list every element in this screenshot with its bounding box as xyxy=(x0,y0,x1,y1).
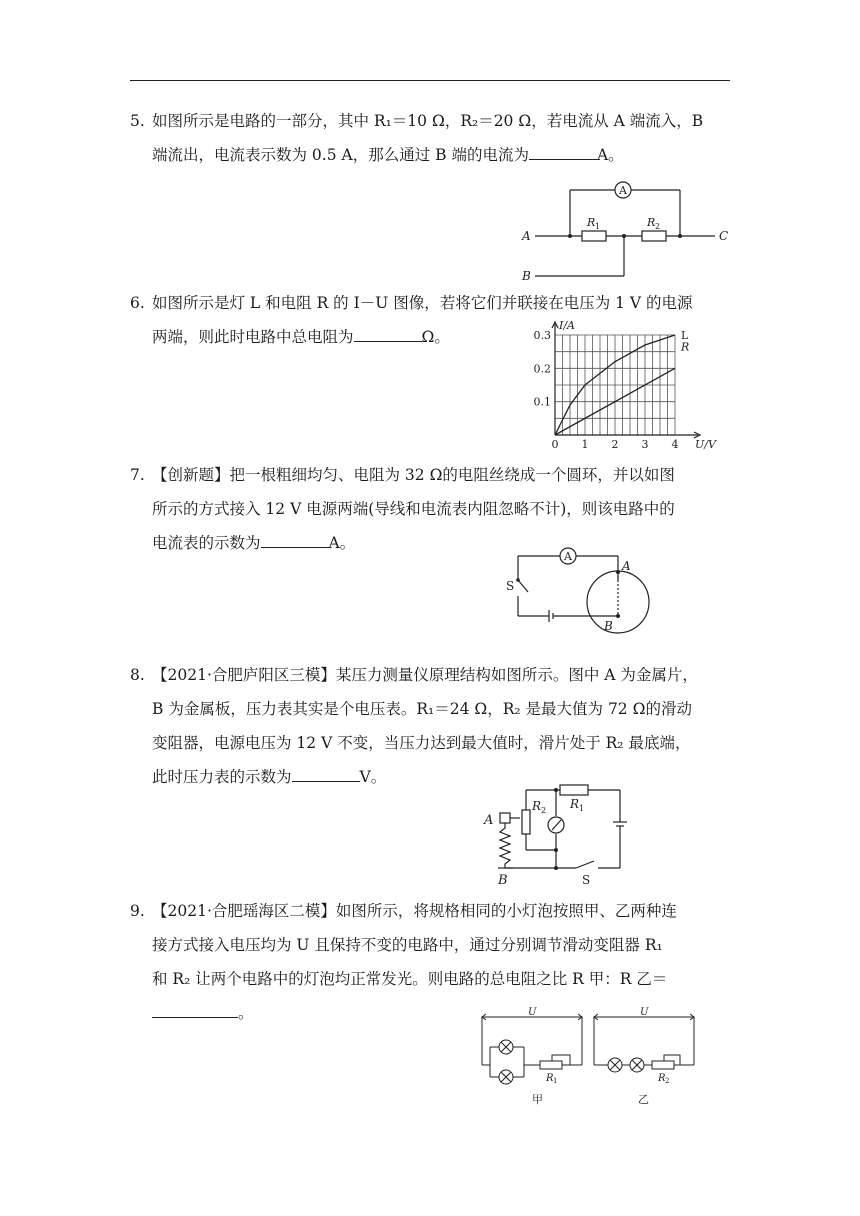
r1-label: R xyxy=(570,797,580,811)
ammeter-label: A xyxy=(619,184,627,197)
question-text: 接方式接入电压均为 U 且保持不变的电路中，通过分别调节滑动变阻器 R₁ xyxy=(152,936,663,954)
figure-7-ring-circuit xyxy=(500,540,660,645)
r2-subscript: 2 xyxy=(665,1077,670,1085)
question-text: 所示的方式接入 12 V 电源两端(导线和电流表内阻忽略不计)，则该电路中的 xyxy=(152,500,675,518)
ammeter-label: A xyxy=(564,550,572,563)
question-text: 变阻器，电源电压为 12 V 不变，当压力达到最大值时，滑片处于 R₂ 最底端， xyxy=(152,734,691,752)
r2-subscript: 2 xyxy=(655,222,661,231)
top-rule xyxy=(130,80,730,81)
y-tick-label: 0.1 xyxy=(533,395,551,409)
r1-label: R xyxy=(587,216,596,229)
question-text: 如图所示是电路的一部分，其中 R₁＝10 Ω，R₂＝20 Ω，若电流从 A 端流入，B xyxy=(152,112,704,130)
y-tick-label: 0.2 xyxy=(533,362,551,376)
figure-6-iu-graph xyxy=(530,318,730,450)
r1-subscript: 1 xyxy=(595,222,601,231)
metal-plate-b-label: B xyxy=(498,873,508,888)
answer-blank[interactable] xyxy=(261,546,329,548)
x-tick-label: 1 xyxy=(581,438,589,450)
question-text: B 为金属板，压力表其实是个电压表。R₁＝24 Ω，R₂ 是最大值为 72 Ω的滑动 xyxy=(152,700,692,718)
switch-label: S xyxy=(506,579,515,593)
metal-sheet-a-label: A xyxy=(484,813,494,828)
circuit-jia-label: 甲 xyxy=(532,1093,543,1106)
y-axis-label: I/A xyxy=(559,319,575,332)
question-number: 6. xyxy=(130,294,145,312)
x-tick-label: 2 xyxy=(611,438,619,450)
x-axis-label: U/V xyxy=(695,438,716,450)
question-text: 【2021·合肥庐阳区三模】某压力测量仪原理结构如图所示。图中 A 为金属片， xyxy=(152,666,698,684)
answer-blank[interactable] xyxy=(292,780,360,782)
voltage-label-jia: U xyxy=(528,1007,537,1018)
question-number: 8. xyxy=(130,666,145,684)
question-number: 9. xyxy=(130,902,145,920)
question-text: 如图所示是灯 L 和电阻 R 的 I－U 图像，若将它们并联接在电压为 1 V 的电源 xyxy=(152,294,693,312)
x-tick-label: 0 xyxy=(551,438,559,450)
r1-subscript: 1 xyxy=(579,804,585,813)
answer-unit: Ω。 xyxy=(421,328,450,346)
question-number: 7. xyxy=(130,466,145,484)
node-b-label: B xyxy=(522,269,531,283)
r1-label: R xyxy=(546,1073,554,1084)
question-text: 此时压力表的示数为 xyxy=(152,768,292,786)
circuit-yi-label: 乙 xyxy=(638,1093,649,1106)
answer-blank[interactable] xyxy=(529,158,597,160)
series-L-label: L xyxy=(681,329,689,342)
question-text: 【创新题】把一根粗细均匀、电阻为 32 Ω的电阻丝绕成一个圆环，并以如图 xyxy=(152,466,675,484)
r2-label: R xyxy=(532,799,542,813)
question-text: 两端，则此时电路中总电阻为 xyxy=(152,328,354,346)
figure-5-circuit xyxy=(520,180,735,285)
figure-8-pressure-gauge xyxy=(480,780,640,890)
answer-unit: V。 xyxy=(359,768,387,786)
point-a-label: A xyxy=(622,559,631,573)
node-a-label: A xyxy=(522,229,531,243)
y-tick-label: 0.3 xyxy=(533,329,551,342)
question-5 xyxy=(130,104,734,172)
r2-label: R xyxy=(647,216,656,229)
x-tick-label: 4 xyxy=(671,438,679,450)
answer-unit: A。 xyxy=(596,146,624,164)
question-text: 端流出，电流表示数为 0.5 A，那么通过 B 端的电流为 xyxy=(152,146,529,164)
node-c-label: C xyxy=(719,229,729,243)
question-8 xyxy=(130,658,734,794)
r2-subscript: 2 xyxy=(541,806,547,815)
figure-9-two-circuits xyxy=(470,1005,710,1110)
question-text: 电流表的示数为 xyxy=(152,534,261,552)
question-text: 和 R₂ 让两个电路中的灯泡均正常发光。则电路的总电阻之比 R 甲：R 乙＝ xyxy=(152,970,668,988)
question-number: 5. xyxy=(130,112,145,130)
question-text: 【2021·合肥瑶海区二模】如图所示，将规格相同的小灯泡按照甲、乙两种连 xyxy=(152,902,677,920)
answer-unit: A。 xyxy=(328,534,356,552)
r1-subscript: 1 xyxy=(553,1077,558,1085)
point-b-label: B xyxy=(604,619,613,633)
switch-label: S xyxy=(582,873,591,887)
answer-blank[interactable] xyxy=(152,1016,238,1018)
answer-blank[interactable] xyxy=(354,340,422,342)
answer-unit: 。 xyxy=(238,1004,254,1022)
voltage-label-yi: U xyxy=(640,1007,649,1018)
series-R-label: R xyxy=(681,340,690,354)
x-tick-label: 3 xyxy=(641,438,649,450)
r2-label: R xyxy=(658,1073,666,1084)
